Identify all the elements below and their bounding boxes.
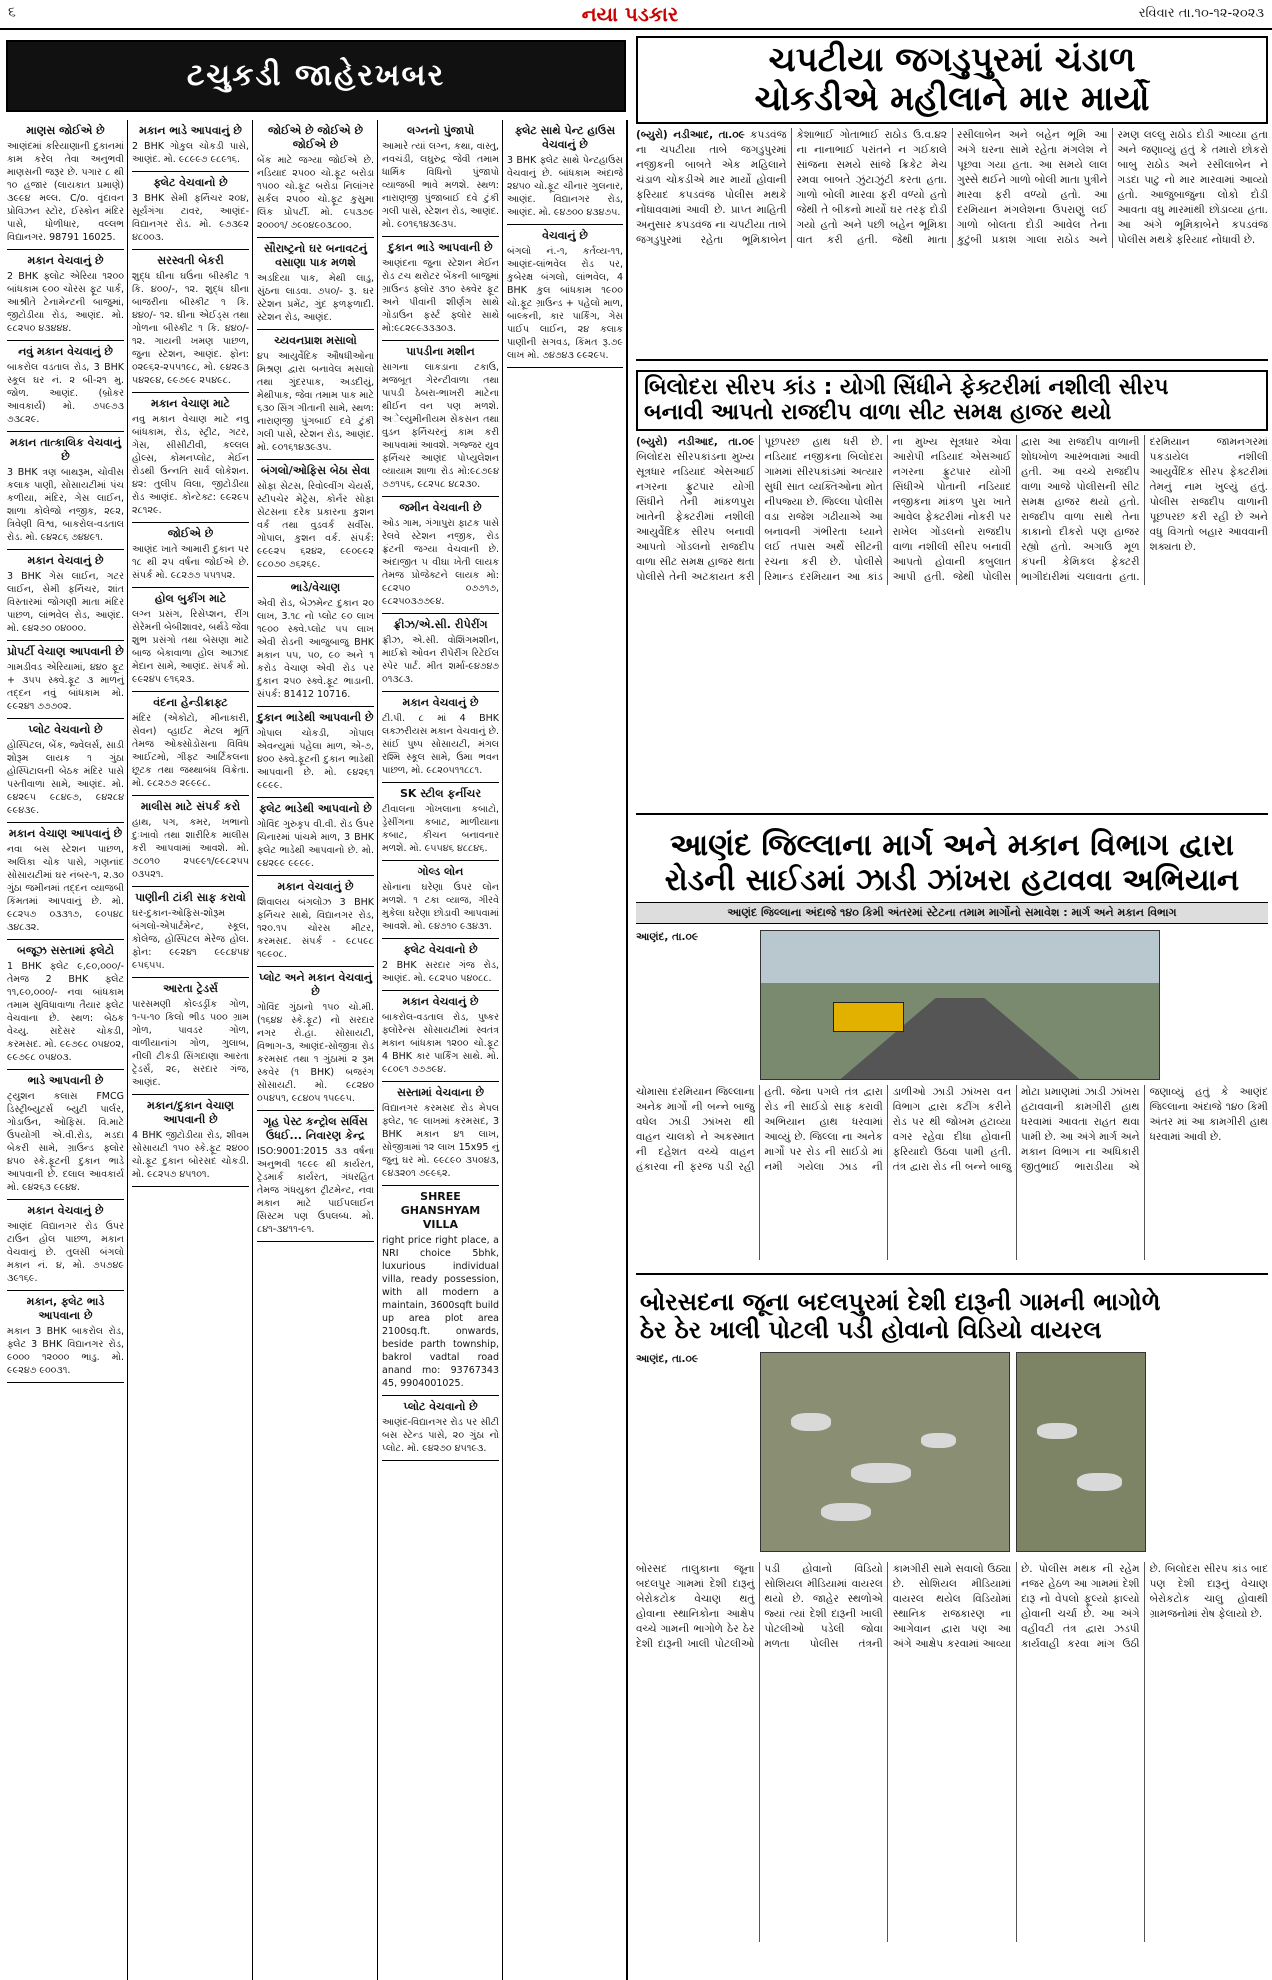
ad-title: બજૂઝ સસ્તામાં ફ્લેટો — [17, 944, 114, 957]
headline-line: ઠેર ઠેર ખાલી પોટલી પડી હોવાનો વિડિયો વાયરલ — [640, 1315, 1102, 1344]
classified-ad[interactable] — [257, 238, 374, 330]
classified-ad[interactable] — [382, 783, 499, 861]
ad-title: હોલ બુકીંગ માટે — [154, 592, 227, 605]
ad-title: જોઈએ છે — [167, 527, 214, 540]
ad-title: ફ્લેટ ભાડેથી આપવાનો છે — [259, 802, 372, 815]
classified-ad[interactable] — [7, 341, 124, 432]
ad-title: માલીસ માટે સંપર્ક કરો — [140, 800, 241, 813]
ad-body: 3 BHK સેમી ફર્નિચર ૨૦૪, સૂર્યગંગા ટાવર, આણંદ-વિદ્યાનગર રોડ. મો. ૯૭૩૯૨ ૪૮૦૦૩. — [132, 193, 249, 243]
classified-ad[interactable] — [132, 1095, 249, 1187]
classified-ad[interactable] — [382, 341, 499, 497]
ad-body: ગોવિંદ ગુરુકૃપ વી.વી. રોડ ઉપર ચિનારમાં પાંચમે માળ, 3 BHK ફ્લેટ ભાડેથી આપવાનો છે. મો. ૯૪૨૯૯ ૯૯૯૯. — [257, 819, 374, 869]
ad-body: આણંદમાં કરિયાણાની દુકાનમાં કામ કરેલ તેવા અનુભવી માણસની જરૂર છે. પગાર ૮ થી ૧૦ હજાર (લાયકાત પ્રમાણે) ૩૯૯૪ મલ્લ. C/o. વૃંદાવન પ્રોવિઝન સ્ટોર, ઈસ્કોન મંદિર પાસે, ધોળીધાર, વલ્લભ વિદ્યાનગર. 98791 16025. — [7, 141, 124, 243]
classified-ad[interactable] — [132, 692, 249, 796]
ad-body: ઘર-દુકાન-ઓફિસ-શોરૂમ બંગલો-એપાર્ટમેન્ટ, સ્કૂલ, કોલેજ, હોસ્પિટલ મેરેજ હોલ. ફોન: ૯૯૨૪૧ ૯૯૮૪૫૪ ૯૫૬૫૫. — [132, 908, 249, 971]
ad-body: શુદ્ધ ઘીના ઘઉંના બીસ્કીટ ૧ કિ. ૪૦૦/-, ૧૨. શુદ્ધ ઘીના બાજરીના બીસ્કીટ ૧ કિ. ૪૪૦/- ૧૨. ઘીના એઈડ્સ તથા ગોળના બીસ્કીટ ૧ કિ. ૪૪૦/- ૧૨. ગાયની ખમણ પાછળ, જુના સ્ટેશન, આણંદ. ફોન: ૦૨૯૬૨-૨૫૫૧૯૮, મો. ૯૪૨૯૩ ૫૪૨૯૪, ૯૯૭૯૯ ૨૫૪૯૮. — [132, 271, 249, 386]
story-body — [636, 1562, 1268, 1942]
ad-title: ફ્લેટ વેચવાનો છે — [403, 943, 478, 956]
ad-title: મકાન વેચવાનું છે — [402, 995, 479, 1008]
ad-body: હોસ્પિટલ, બેંક, જ્વેલર્સ, સાડી શોરૂમ લાયક ૧ ગુંઠા હોસ્પિટાલની બેઠક મંદિર પાસે પસ્તીવાળા સામે, આણંદ. મો. ૯૪૨૯૫ ૯૮૪૯૭, ૯૪૨૮૪ ૯૯૪૩૯. — [7, 740, 124, 816]
ad-body: બાકરોલ વડતાલ રોડ, 3 BHK સ્કૂલ ઘર નં. ૨ બી-૨૧ મુ. જોળ. આણંદ. (બ્રોકર આવકાર્ય) મો. ૭૫૯૭૩ ૭૩૮૨૯. — [7, 362, 124, 425]
ad-body: નવુ મકાન વેચાણ માટે નવુ બાંધકામ, રોડ, સ્ટ્રીટ, ગટર, ગેસ, સીસીટીવી, કલ્લલ હોલ્સ, કોમનપ્લોટ, મેઈન રોડથી ઉન્નતિ સાર્વ લોકેશન. ૪૨: તુલીપ વિલા, જીટોડીયા રોડ આણંદ. કોન્ટેક્ટ: ૯૯૨૯૫ ૨૮૧૨૯. — [132, 414, 249, 516]
ad-title: પ્લોટ અને મકાન વેચવાનું છે — [258, 971, 373, 998]
ad-body: આણંદ-વિદ્યાનગર રોડ પર સીટી બસ સ્ટેન્ડ પાસે, ૨૦ ગુંઠા નો પ્લોટ. મો. ૯૪૨૭૦ ૪૫૧૯૩. — [382, 1417, 499, 1454]
ad-body: 4 BHK જીટોડીયા રોડ, શીવમ સોસાયટી ૧૫૦ સ્કે.ફૂટ ૨૪૦૦ ચો.ફૂટ દુકાન બોરસદ ચોકડી. મો. ૯૮૨૫૭ ૪૫૧૦૧. — [132, 1130, 249, 1180]
classified-ad[interactable] — [382, 1082, 499, 1186]
story-subheading: આણંદ જિલ્લાના અંદાજે ૧૪૦ કિમી અંતરમાં સ્ટેટના તમામ માર્ગોનો સમાવેશ : માર્ગ અને મકાન વિભાગ — [636, 902, 1268, 924]
ad-column-4 — [379, 120, 503, 1980]
ad-body: 2 BHK સરદાર ગંજ રોડ, આણંદ. મો. ૯૮૨૫૦ ૫૪૦૮૮. — [382, 960, 499, 984]
classified-ad[interactable] — [507, 120, 623, 225]
ad-title: વંદના હેન્ડીક્રાફ્ટ — [153, 696, 228, 709]
ad-title: સૌરાષ્ટ્રનો ઘર બનાવટનું વસાણા પાક મળશે — [264, 242, 367, 269]
ad-body: ટ્યુશન કલાસ FMCG ડિસ્ટ્રીબ્યુટર્સ બ્યુટી પાર્લર, ગોડાઉન, ઓફિસ. વિ.માટે ઉપયોગી એ.વી.રોડ, મડદા બેકરી સામે, ગ્રાઉન્ડ ફ્લોર ૪૫૦ સ્કે.ફૂટની દુકાન ભાડે આપવાની છે. દલાલ આવકાર્ય મો. ૯૪૨૬૩ ૯૯૪૪. — [7, 1091, 124, 1193]
ad-body: ઓડ ગામ, ગંગાપુરા ફાટક પાસે રેલવે સ્ટેશન નજીક, રોડ ફ્રંટની જગ્યા વેચવાની છે. અંદાજીત ૫ વીઘા ખેતી લાયક તેમજ પ્રોજેક્ટને લાયક મો: ૯૮૨૫૦ ૦૭૭૧૭, ૯૮૨૫૦૩૭૭૯૪. — [382, 518, 499, 607]
ad-title: પ્રોપર્ટી વેચાણ આપવાની છે — [7, 645, 124, 658]
story-liquor-headline[interactable] — [636, 1285, 1268, 1348]
dateline: (બ્યુરો) નડીઆદ, તા.૦૯ — [636, 435, 755, 448]
classified-ad[interactable] — [132, 120, 249, 172]
story-text: બિલોદરા સીરપકાંડના મુખ્ય સૂત્રધાર નડિયાદ એસઆઈ નગરના ફ્રુટપાર યોગી સિંધીને તેની માંકળપુરા ખાતેની ફેક્ટરીમાં નશીલી આયુર્વેદિક સીરપ બનાવી આપતો ગોંડલનો રાજદીપ વાળા સીટ સમક્ષ હાજર થતા પોલીસે તેની અટકાયત કરી પૂછપરછ હાથ ધરી છે. નડિયાદ નજીકના બિલોદરા ગામમાં સીરપકાંડમાં અત્યાર સુધી સાત વ્યક્તિઓના મોત નીપજ્યા છે. જિલ્લા પોલીસ વડા રાજેશ ગઢીયાએ આ બનાવની ગંભીરતા ધ્યાને લઈ તપાસ અર્થે સીટની રચના કરી છે. પોલીસે રિમાન્ડ દરમિયાન આ કાંડ ના મુખ્ય સૂત્રધાર એવા આરોપી નડિયાદ એસઆઈ નગરના ફ્રુટપાર યોગી સિંધીએ પોતાની નડિયાદ નજીકના માંકળ પુરા ખાતે આવેલ ફેક્ટરીમાં નોકરી પર રાખેલ ગોંડલનો રાજદીપ વાળા નશીલી સીરપ બનાવી આપતો હોવાની કબુલાત આપી હતી. જેથી પોલીસ દ્વારા આ રાજદીપ વાળાની શોધખોળ આરંભવામાં આવી હતી. આ વચ્ચે રાજદીપ વાળા આજે પોલીસની સીટ સમક્ષ હાજર થયો હતો. રાજદીપ વાળા સાથે તેના કાકાનો દીકરો પણ હાજર રહ્યો હતો. અગાઉ મૂળ કંપની કેમિકલ ફેક્ટરી ભાગીદારીમાં ચલાવતા હતા. દરમિયાન જામનગરમાં પકડાયેલ નશીલી આયુર્વેદિક સીરપ ફેક્ટરીમાં તેમનું નામ ખુલ્યું હતું. પોલીસ રાજદીપ વાળાની પૂછપરછ કરી રહી છે અને વધુ વિગતો બહાર આવવાની શક્યતા છે. — [636, 435, 1268, 583]
headline-line: બિલોદરા સીરપ કાંડ : યોગી સિંધીને ફેક્ટરીમાં નશીલી સીરપ — [644, 375, 1169, 400]
headline-line: બોરસદના જૂના બદલપુરમાં દેશી દારૂની ગામની ભાગોળે — [640, 1288, 1161, 1316]
ad-title: બંગલો/ઓફિસ બેઠા સેવા — [260, 464, 371, 477]
dateline: આણંદ, તા.૦૯ — [636, 1353, 699, 1366]
ad-title: ચ્યવનપ્રાશ મસાલો — [274, 334, 357, 347]
ad-title: મકાન વેચવાનું છે — [27, 254, 104, 267]
ad-title: ફ્લેટ વેચવાનો છે — [153, 176, 228, 189]
ad-body: 3 BHK ગેસ લાઈન, ગટર લાઈન, સેમી ફર્નિચર, શાંત વિસ્તારમાં જોગણી માતા મંદિર પાછળ, લાંભવેલ રોડ, આણંદ. મો. ૯૪૨૭૦ ૦૪૦૦૦. — [7, 571, 124, 634]
ad-body: મકાન 3 BHK બાકરોલ રોડ, ફ્લેટ 3 BHK વિદ્યાનગર રોડ, ૯૦૦૦ ૧૨૦૦૦ ભાડુ. મો. ૯૯૨૪૭ ૯૦૦૩૧. — [7, 1326, 124, 1376]
classified-ad[interactable] — [7, 432, 124, 550]
story-assault — [636, 36, 1268, 361]
classified-ad[interactable] — [7, 719, 124, 823]
classified-ad[interactable] — [7, 641, 124, 719]
ad-title: મકાન વેચાણ માટે — [151, 397, 230, 410]
ad-title: SK સ્ટીલ ફર્નીચર — [399, 787, 482, 800]
classified-ad[interactable] — [7, 1200, 124, 1291]
story-road-headline[interactable] — [636, 825, 1268, 902]
headline-line: ચપટીયા જગડુપુરમાં ચંડાળ — [768, 40, 1136, 80]
classified-ad[interactable] — [132, 588, 249, 692]
classified-ad[interactable] — [132, 887, 249, 978]
classified-section — [0, 40, 630, 1980]
ad-title: આરતા ટ્રેડર્સ — [163, 982, 218, 995]
ad-body: વિદ્યાનગર કરમસદ રોડ મેપલ ફ્લેટ, ૧૯ લાખમાં કરમસદ, 3 BHK મકાન ૪૧ લાખ, સોજીત્રામાં ૧૨ લાખ 15x95 નું જુનું ઘર મો. ૯૯૮૯૦ ૩૫૦૪૩, ૯૪૩૨૦૧ ૭૯૯૬૨. — [382, 1103, 499, 1179]
classified-ad[interactable] — [132, 172, 249, 250]
ad-title: મકાન વેચવાનું છે — [402, 696, 479, 709]
classified-ad[interactable] — [257, 798, 374, 876]
ad-column-5 — [504, 120, 628, 1980]
ad-body: આણંદ વિદ્યાનગર રોડ ઉપર ટાઉન હોલ પાછળ, મકાન વેચવાનું છે. તુલસી બંગલો મકાન નં. ૪, મો. ૭૫૭૪૯ ૩૯૧૬૯. — [7, 1221, 124, 1284]
ad-body: આણંદના જુના સ્ટેશન મેઈન રોડ ટચ થરોટર બેંકની બાજુમાં ગ્રાઉન્ડ ફ્લોર ૩૧૦ સ્ક્વેર ફૂટ અને પીવાની શીર્ણગ સાથે ગોડાઉન ફર્સ્ટ ફ્લોર સાથે મો:૯૮૨૯૯૩૩૩૦૩. — [382, 258, 499, 334]
ad-body: મંદિર (એકોટો, મીનાકારી, સેવન) વ્હાઈટ મેટલ મૂર્તિ તેમજ ઓક્સોડોસના વિવિધ આઈટમો, ગીફ્ટ આર્ટિકલના છૂટક તથા જથ્થાબંધ વિક્રેતા. મો. ૯૮૨૭૭ ૨૯૯૯૮. — [132, 713, 249, 789]
classified-title: ટચુકડી જાહેરખબર — [6, 40, 626, 112]
story-text: ચોમાસા દરમિયાન જિલ્લાના અનેક માર્ગો ની બન્ને બાજુ વધેલ ઝાડી ઝાંખરા થી વાહન ચાલકો ને અકસ્માત ની દહેશત વચ્ચે વાહન હંકારવા ની ફરજ પડી રહી હતી. જેના પગલે તંત્ર દ્વારા રોડ ની સાઈડો સાફ કરાવી અભિયાન હાથ ધરવામાં આવ્યું છે. જિલ્લા ના અનેક માર્ગો પર રોડ ની સાઈડો માં નમી ગયેલા ઝાડ ની ડાળીઓ ઝાડી ઝાંખરા વન વિભાગ દ્વારા કટીંગ કરીને રોડ પર થી જોખમ હટાવ્યા વગર રહેવા દીધા હોવાની ફરિયાદો ઉઠવા પામી હતી. તંત્ર દ્વારા રોડ ની બન્ને બાજુ મોટા પ્રમાણમાં ઝાડી ઝાંખરા હટાવવાની કામગીરી હાથ ધરવામાં આવતા રાહત થવા પામી છે. આ અંગે માર્ગ અને મકાન વિભાગ ના અધિકારી જીતુભાઈ ભારાડીયા એ જણાવ્યું હતું કે આણંદ જિલ્લાના અંદાજે ૧૪૦ કિમી અંતર માં આ કામગીરી હાથ ધરવામાં આવી છે. — [636, 1086, 1268, 1173]
ad-title: મકાન, ફ્લેટ ભાડે આપવાના છે — [26, 1295, 105, 1322]
ad-title: SHREE GHANSHYAM VILLA — [400, 1190, 481, 1231]
ad-body: ISO:9001:2015 ૩૩ વર્ષના અનુભવી ૧૯૯૯ થી કાર્યરત, ટ્રેડમાર્ક કાર્યરત, ગંધરહિત તેમજ ગંધયુક્ત ટ્રીટમેન્ટ, નવા મકાન માટે પાઈપલાઈન સિસ્ટમ પણ ઉપલબ્ધ. મો. ૮૪૧-૩૪૧૧-૯૧. — [257, 1146, 374, 1235]
ad-body: પારસમણી કોલ્ડડ્રીંક ગોળ, ૧-૫-૧૦ કિલો ભીડ ૫૦૦ ગ્રામ ગોળ, પાવડર ગોળ, વાળીયાનાંગ ગોળ, ગુલાબ, નીલી ટીકડી સિંગદાણા આરતા ટ્રેડર્સ, ૨૯, સરદાર ગંજ, આણંદ. — [132, 999, 249, 1088]
ad-column-2 — [129, 120, 253, 1980]
story-syrup-headline[interactable] — [636, 370, 1268, 431]
ad-body: સાગના લાકડાના ટકાઉ, મજબૂત ગેરન્ટીવાળા તથા પાપડી ઠેબરા-ભાખરી માટેના થીઈન વન પણ મળશે. અેલ્યુમીનીયમ સેકસન તથા વુડન ફર્નિચરનું કામ કરી આપવામાં આવશે. ગજ્જર યુવ ફર્નિચર આણંદ પોપ્યુલેશન વ્યાયામ શાળા રોડ મો:૯૮૭૯૪ ૭૭૧૫૬, ૯૮૨૫૮ ૪૮૨૩૦. — [382, 362, 499, 490]
ad-title: પ્લોટ વેચવાનો છે — [28, 723, 103, 736]
ad-body: આણંદ ખાતે આમારી દુકાન પર ૧૮ થી ૨૫ વર્ષના જોઈએ છે. સંપર્ક મો. ૯૮૨૭૭ ૫૫૧૫૨. — [132, 544, 249, 581]
classified-ad[interactable] — [382, 120, 499, 237]
classified-ad[interactable] — [7, 120, 124, 250]
ad-title: પાણીની ટાંકી સાફ કરાવો — [135, 891, 246, 904]
classified-ad[interactable] — [257, 876, 374, 967]
classified-ad[interactable] — [257, 460, 374, 577]
classified-ad[interactable] — [7, 1291, 124, 1383]
ad-title: માણસ જોઈએ છે — [26, 124, 105, 137]
ad-title: મકાન વેચાણ આપવાનું છે — [8, 827, 123, 840]
dateline: આણંદ, તા.૦૯ — [636, 931, 699, 943]
ad-title: વેચવાનું છે — [542, 229, 588, 242]
ad-column-1 — [4, 120, 128, 1980]
page-header — [0, 0, 1272, 30]
ad-title: મકાન ભાડે આપવાનું છે — [139, 124, 242, 137]
ad-body: ફ્રીઝ, એ.સી. વોશિંગમશીન, માઈક્રો ઓવન રીપેરીંગ રિટેઈલ સ્પેર પાર્ટ. મીત શર્મા-૯૪૭૪૭ ૦૧૩૮૩. — [382, 635, 499, 685]
story-liquor — [636, 1285, 1268, 1975]
classified-ad[interactable] — [382, 939, 499, 991]
classified-ad[interactable] — [382, 1396, 499, 1461]
ad-title: પ્લોટ વેચવાનો છે — [403, 1400, 478, 1413]
headline-line: આણંદ જિલ્લાના માર્ગ અને મકાન વિભાગ દ્વારા — [669, 828, 1235, 863]
ad-title: મકાન તાત્કાલિક વેચવાનું છે — [9, 436, 122, 463]
classified-ad[interactable] — [132, 250, 249, 393]
ad-title: ફ્રીઝ/એ.સી. રીપેરીંગ — [393, 618, 488, 631]
classified-ad[interactable] — [382, 991, 499, 1082]
ad-body: ૪૫ આયુર્વેદિક ઔષધીઓના મિશ્રણ દ્વારા બનાવેલ મસાલો તથા ગુંદરપાક, અડદીયું, મેથીપાક, જેવા તમામ પાક માટે ૬૩૦ સિંગ ગીતાની સામે, સ્થળ: નારાણજી પુંગબાઈ દવે ટુંકી ગલી પાસે, સ્ટેશન રોડ, આણંદ. મો. ૯૦૧૬૧૪૩૯૩૫. — [257, 351, 374, 453]
issue-date: રવિવાર તા.૧૦-૧૨-૨૦૨૩ — [1138, 6, 1264, 21]
ad-body: ગોવિંદ ગુંઠાનો ૧૫૦ ચો.મી. (૧૬૪૪ સ્કે.ફૂટ) નો સરદાર નગર રો.હા. સોસાયટી, વિભાગ-૩, આણંદ-સોજીત્રા રોડ કરમસદ તથા ૧ ગુંઠામાં ૨ રૂમ સ્કવેર (૧ BHK) બજરંગ સોસાયટી. મો. ૯૮૨૪૦ ૦૫૪૫૧, ૯૮૪૦૫ ૧૫૯૯૫. — [257, 1002, 374, 1104]
story-text: બોરસદ તાલુકાના જૂના બદલપુર ગામમાં દેશી દારૂનું બેરોકટોક વેચાણ થતું હોવાના સ્થાનિકોના આક્ષેપ વચ્ચે ગામની ભાગોળે ઠેર ઠેર દેશી દારૂની ખાલી પોટલીઓ પડી હોવાનો વિડિયો સોશિયલ મીડિયામાં વાયરલ થયો છે. જાહેર સ્થળોએ જ્યાં ત્યાં દેશી દારૂની ખાલી પોટલીઓ પડેલી જોવા મળતા પોલીસ તંત્રની કામગીરી સામે સવાલો ઉઠ્યા છે. સોશિયલ મીડિયામાં વાયરલ થયેલ વિડિયોમાં સ્થાનિક રાજકારણ ના આગેવાન દ્વારા પણ આ અંગે આક્ષેપ કરવામાં આવ્યા છે. પોલીસ મથક ની રહેમ નજર હેઠળ આ ગામમાં દેશી દારૂ નો વેપલો ફૂલ્યો ફાલ્યો હોવાની ચર્ચા છે. આ અંગે વહીવટી તંત્ર દ્વારા ઝડપી કાર્યવાહી કરવા માંગ ઉઠી છે. બિલોદરા સીરપ કાંડ બાદ પણ દેશી દારૂનું વેચાણ બેરોકટોક ચાલુ હોવાથી ગ્રામજનોમાં રોષ ફેલાયો છે. — [636, 1563, 1268, 1651]
ad-title: સરસ્વતી બેકરી — [157, 254, 224, 267]
ad-body: ગામડીવડ એરિયામાં, ૪૪૦ ફૂટ + ૩૫૫ સ્ક્વે.ફૂટ ૩ માળનું તદ્દન નવું બાંધકામ મો. ૯૯૨૪૧ ૭૭૭૦૨. — [7, 662, 124, 712]
ad-title: દુકાન ભાડે આપવાની છે — [388, 241, 493, 254]
ad-title: ફ્લેટ સાથે પેન્ટ હાઉસ વેચવાનું છે — [514, 124, 616, 151]
road-clearing-photo[interactable] — [760, 930, 1160, 1080]
ad-title: જમીન વેચવાની છે — [399, 501, 482, 514]
ad-body: શિવાલય બંગલોઝ 3 BHK ફર્નિચર સાથે, વિદ્યાનગર રોડ, ૧૨૦.૧૫ ચોરસ મીટર, કરમસદ. સંપર્ક - ૯૮૫૯૮ ૧૯૯૦૮. — [257, 897, 374, 960]
story-syrup — [636, 370, 1268, 815]
ad-body: હાથ, પગ, કમર, ખભાનો દુઃખાવો તથા શારીરિક માલીસ કરી આપવામાં આવશે. મો. ૭૮૦૧૦ ૨૫૯૯૧/૯૯૮૨૫૫ ૦૩૫૨૧. — [132, 817, 249, 880]
story-body — [636, 1085, 1268, 1260]
ad-title: નવું મકાન વેચવાનું છે — [18, 345, 113, 358]
ad-title: ગોલ્ડ લોન — [417, 865, 464, 878]
ad-title: જોઈએ છે જોઈએ છે જોઈએ છે — [267, 124, 363, 151]
ad-title: લગ્નનો પુંજાપો — [406, 124, 475, 137]
ad-body: બાકરોલ-વડતાલ રોડ, પુષ્કર ફ્લોરેન્સ સોસાયટીમાં સ્વતંત્ર મકાન બાંધકામ ૧૨૦૦ ચો.ફૂટ 4 BHK કાર પાર્કિંગ સાથે. મો. ૯૮૦૯૧ ૭૭૭૯૪. — [382, 1012, 499, 1075]
ad-body: બેંક માટે જગ્યા જોઈએ છે. નડિયાદ ૨૫૦૦ ચો.ફૂટ બરોડા ૧૫૦૦ ચો.ફૂટ બરોડા નિલાંગર સર્કલ ૨૫૦૦ ચો.ફૂટ કુસુમા લિંક પ્રોપર્ટી. મો. ૯૫૩૭૯ ૨૦૦૦૧/ ૭૯૦૪૯૦૩૮૦૦. — [257, 155, 374, 231]
classified-ad[interactable] — [7, 550, 124, 641]
classified-ad[interactable] — [382, 692, 499, 783]
story-body-left — [636, 1352, 754, 1552]
classified-ad[interactable] — [7, 940, 124, 1070]
ad-body: એવી રોડ, બેઝમેન્ટ દુકાન ૨૦ લાખ, 3.૧૮ નો પ્લોટ ૯૦ લાખ ૧૯૦૦ સ્ક્વે.પ્લોટ ૫૫ લાખ એવી રોડની આજુબાજુ BHK મકાન ૫૫, ૫૦, ૯૦ અને ૧ કરોડ વેચાણ એવી રોડ પર દુકાન ૨૫૦ સ્ક્વે.ફૂટ ભાડાની. સંપર્ક: 81412 10716. — [257, 598, 374, 700]
ad-body: આમારે ત્યાં લગ્ન, કથા, વાસ્તુ, નવચંડી, લઘુરુદ્ર જેવી તમામ ધાર્મિક વિધિનો પુંજાપો વ્યાજબી ભાવે મળશે. સ્થળ: નારાણજી પુંજાબાઈ દવે ટુંકી ગલી પાસે, સ્ટેશન રોડ, આણંદ. મો. ૯૦૧૬૧૪૩૯૩૫. — [382, 141, 499, 230]
ad-body: બંગલો નં.-૧, કર્તવ્ય-૧૧, આણંદ-લાંભવેલ રોડ પર, કુબેરક્ષ બંગલો, લાંભવેલ, 4 BHK કુલ બાંધકામ ૧૯૦૦ ચો.ફૂટ ગ્રાઉન્ડ + પહેલો માળ, બાલ્કની, કાર પાર્કિંગ, ગેસ પાઈપ લાઈન, ૨૪ કલાક પાણીની સગવડ, કિંમત રૂ.૭૯ લાખ મો. ૭૪૭૪૩ ૯૯૨૯૫. — [507, 246, 623, 361]
ad-body: અડદિયા પાક, મેથી લાડુ, સુંઠના લાડવા. ૭૫૦/- રૂ. ઘર સ્ટેશન પ્રમેંટ, ગુંદ ફળફળાદી. સ્ટેશન રોડ, આણંદ. — [257, 273, 374, 323]
classified-ad[interactable] — [257, 1111, 374, 1242]
ad-body: લગ્ન પ્રસંગ, રિસેપ્શન, રીંગ સેરેમની બેબીશાવર, બર્થડે જેવા શુભ પ્રસંગો તથા બેસણા માટે બાજ બેકાવાળા હોલ આઝાદ મેદાન સામે, આણંદ. સંપર્ક મો. ૯૯૨૪૫ ૯૧૬૨૩. — [132, 609, 250, 685]
story-body — [636, 128, 1268, 248]
classified-ad[interactable] — [507, 225, 623, 368]
ad-body: નવા બસ સ્ટેશન પાછળ, અલિકા ચોક પાસે, ગણનાંદ સોસાયટીમાં ઘર નંબર-૧, ૨.૩૦ ગુંઠા જમીનમાં તદ્દન વ્યાજબી કિંમતમાં આપવાનું છે. મો. ૯૮૨૫૭ ૦૩૩૧૭, ૯૦૫૪૮ ૩૪૮૩૨. — [7, 844, 124, 933]
classified-ad[interactable] — [7, 823, 124, 940]
ad-title: પાપડીના મશીન — [406, 345, 475, 358]
ad-title: દુકાન ભાડેથી આપવાની છે — [257, 711, 374, 724]
ad-body: 3 BHK ત્રણ બાથરૂમ, ચોવીસ કલાક પાણી, સોસાયટીમાં પંચ કળીયા, મંદિર, ગેસ લાઈન, શાળા કોલેજો નજીક, ૨૯૨, ત્રિવેણી વિશ્વ, બાકરોલ-વડતાલ રોડ. મો. ૯૪૨૮૬ ૭૪૪૯૧. — [7, 467, 124, 543]
ad-title: સસ્તામાં વેચવાના છે — [396, 1086, 485, 1099]
ad-body: right price right place, a NRI choice 5bhk, luxurious individual villa, ready possession, with all modern a maintain, 3600sqft build up area plot area 2100sq.ft. onwards, beside parth township, bakrol vadtal road anand mo: 93767343 45, 9904001025. — [382, 1235, 499, 1389]
ad-body: 1 BHK ફ્લેટ ૯,૯૦,૦૦૦/- તેમજ 2 BHK ફ્લેટ ૧૧,૯૦,૦૦૦/- નવા બાંધકામ તમામ સુવિધાવાળા તૈયાર ફ્લેટ વેચવાના છે. સ્થળ: બેઠક વેચ્યુ. સદેસર ચોકડી, કરમસદ. મો. ૯૯૭૯૮ ૦૫૪૦૨, ૯૯૭૯૮ ૦૫૪૦૩. — [7, 961, 124, 1063]
liquor-pouches-photo-left[interactable] — [760, 1352, 1010, 1552]
ad-body: 2 BHK ફ્લોટ એરિયા ૧૨૦૦ બાંધકામ ૯૦૦ ચોરસ ફૂટ પાર્ક, આશ્રીતે ટેનામેન્ટની બાજુમાં, જીટોડીયા રોડ, આણંદ. મો. ૯૮૨૫૦ ૪૩૪૪૪. — [7, 271, 124, 334]
ad-body: ટી.પી. ૮ માં 4 BHK લક્ઝરીયસ મકાન વેચવાનું છે. સાંઈ પુષ્પ સોસાયટી, મંગલ રશ્મિ સ્કૂલ સામે, ઉમા ભવન પાછળ, મો. ૯૮૨૦૫૧૧૮૮૧. — [382, 713, 499, 776]
dateline: (બ્યુરો) નડીઆદ, તા.૦૯ — [636, 129, 745, 142]
newspaper-name[interactable]: નયા પડકાર — [581, 2, 679, 26]
classified-ad[interactable] — [132, 796, 249, 887]
classified-ad[interactable] — [382, 861, 499, 939]
ad-column-3 — [254, 120, 378, 1980]
ad-title: મકાન વેચવાનું છે — [277, 880, 354, 893]
classified-ad[interactable] — [382, 237, 499, 341]
headline-line: ચોકડીએ મહીલાને માર માર્યો — [754, 79, 1150, 120]
ad-body: ગોપાલ ચોકડી, ગોપાલ એવન્યુમાં પહેલા માળ, એ-૭, ૪૦૦ સ્ક્વે.ફૂટની દુકાન ભાડેથી આપવાની છે. મો. ૯૪૨૬૧ ૯૯૯૯. — [257, 728, 374, 791]
classified-ad[interactable] — [132, 523, 249, 588]
headline-line: રોડની સાઈડમાં ઝાડી ઝાંખરા હટાવવા અભિયાન — [664, 862, 1240, 898]
headline-line: બનાવી આપતો રાજદીપ વાળા સીટ સમક્ષ હાજર થયો — [644, 400, 1112, 426]
classified-ad[interactable] — [7, 250, 124, 341]
classified-ad[interactable] — [382, 614, 499, 692]
ad-title: મકાન વેચવાનું છે — [27, 554, 104, 567]
ad-body: 3 BHK ફ્લેટ સાથે પેન્ટહાઉસ વેચવાનું છે. બાંધકામ અંદાજે ૨૪૫૦ ચો.ફૂટ ચીનાર ગુલનાર, આણંદ. વિદ્યાનગર રોડ, આણંદ. મો. ૯૪૭૦૦ ૪૩૪૭૫. — [507, 155, 623, 218]
ad-body: ટીવાલના ગોખલાના કબાટો, ડ્રેસીંગના કબાટ, માળીયાના કબાટ, કીચન બનાવનાર મળશે. મો. ૯૫૫૪૬ ૪૮૮૪૬. — [382, 804, 499, 854]
story-body — [636, 435, 1268, 585]
classified-ad[interactable] — [257, 577, 374, 707]
ad-title: મકાન/દુકાન વેચાણ આપવાની છે — [146, 1099, 234, 1126]
classified-ad[interactable] — [257, 120, 374, 238]
classified-ad[interactable] — [257, 707, 374, 798]
classified-ad[interactable] — [382, 1186, 499, 1396]
story-assault-headline[interactable] — [636, 36, 1268, 124]
ad-body: 2 BHK ગોકુલ ચોકડી પાસે, આણંદ. મો. ૯૮૯૯૭ ૯૮૯૧૬. — [132, 141, 249, 165]
story-road-clearing — [636, 825, 1268, 1275]
classified-ad[interactable] — [257, 967, 374, 1111]
story-text: કપડવંજ ના ચપટીયા તાબે જગડુપુરમાં નજીકની બાબતે એક મહિલાને ચંડાળ ચોકડીએ માર માર્યો હોવાની ફરિયાદ કપડવંજ પોલીસ મથકે નોંધાવવામાં આવી છે. પ્રાપ્ત માહિતી અનુસાર કપડવંજ ના ચપટીયા તાબે જગડુપુરમાં રહેતા ભૂમિકાબેન કેશાભાઈ ગોતાભાઈ રાઠોડ ઉ.વ.૪૨ ના નાનાભાઈ પરાંતને ન ગઈકાલે સાંજના સમયે સાંજે ક્રિકેટ મેચ રમવા બાબતે ઝુંટાઝુંટી કરતા હતા. ગાળો બોલી મારવા ફરી વળ્યો હતો જેથી તે બીકનો માર્યો ઘર તરફ દોડી ગયો હતો અને પછી બહેન ભૂમિકા વાત કરી હતી. જેથી માતા રસીલાબેન અને બહેન ભૂમિ આ અંગે ઘરના સામે રહેતા મંગલેશ ને પૂછવા ગયા હતા. આ સમયે લાલ ગુસ્સે થઈને ગાળો બોલી માતા પુત્રીને મારવા ફરી વળ્યો હતો. આ દરમિયાન મંગલેશના ઉપરાણું લઈ ગાળો બોલતા દોડી આવેલ તેના કુટુંબી પ્રકાશ ગાલા રાઠોડ અને રમણ લલ્લુ રાઠોડ દોડી આવ્યા હતા અને જણાવ્યું હતું કે તમારો છોકરો બાબુ રાઠોડ અને રસીલાબેન ને ગડદા પાટુ નો માર મારવામાં આવ્યો હતો. આજુબાજુના લોકો દોડી આવતા વધુ મારમાંથી છોડાવ્યા હતા. આ અંગે ભૂમિકાબેને કપડવંજ પોલીસ મથકે ફરિયાદ નોંધાવી છે. — [636, 129, 1268, 247]
ad-title: ભાડે/વેચાણ — [290, 581, 341, 594]
classified-ad[interactable] — [132, 393, 249, 523]
ad-title: મકાન વેચવાનું છે — [27, 1204, 104, 1217]
classified-ad[interactable] — [257, 330, 374, 460]
excavator-icon — [833, 1002, 905, 1032]
ad-body: સોફા સેટસ, રિવોલ્વીંગ ચેયર્સ, સ્ટીપચેર મેટ્રેસ, કોર્નર સોફા સેટસના દરેક પ્રકારના કુશન વર્ક તથા વુડવર્ક સર્વીસ. ગોપાલ, કુશન વર્ક. સંપર્ક: ૯૯૯૨૫ ૬૨૪૨, ૯૯૦૯૯૨ ૯૮૦૭૦ ૭૬૨૬૯. — [257, 481, 374, 570]
classified-ad[interactable] — [382, 497, 499, 614]
ad-body: સોનાના ઘરેણા ઉપર લોન મળશે. ૧ ટકા વ્યાજ, ગીરવે મુકેલા ઘરેણા છોડાવી આપવામાં આવશે. મો. ૯૪૭૧૦ ૯૩૪૩૧. — [382, 882, 499, 932]
ad-title: ભાડે આપવાની છે — [27, 1074, 104, 1087]
page-number: ૬ — [8, 4, 16, 20]
ad-title: ગૃહ પેસ્ટ કન્ટ્રોલ સર્વિસ ઉધઈ... નિવારણ કેન્દ્ર — [263, 1115, 368, 1142]
classified-ad[interactable] — [7, 1070, 124, 1200]
classified-ad[interactable] — [132, 978, 249, 1095]
liquor-pouches-photo-right[interactable] — [1016, 1352, 1146, 1552]
